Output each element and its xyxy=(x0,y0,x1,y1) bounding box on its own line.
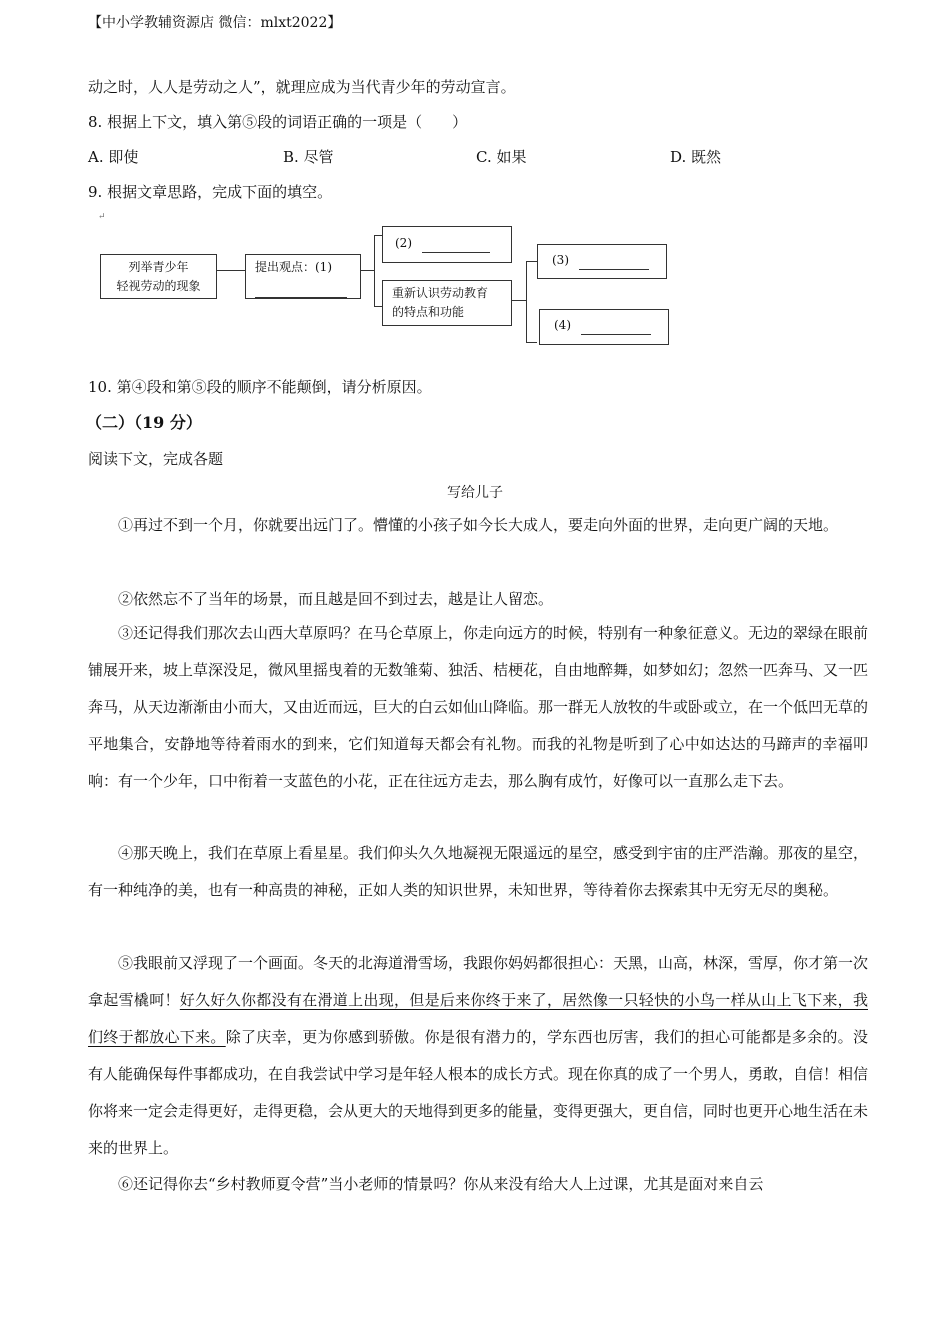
bracket-vertical xyxy=(374,235,375,307)
diagram-box-education xyxy=(382,280,512,326)
article-title: 写给儿子 xyxy=(447,485,503,501)
diagram-box-2-label: (2) xyxy=(395,236,412,250)
diagram-box-phenomenon xyxy=(100,254,217,299)
bracket-vertical-2 xyxy=(526,261,527,343)
paragraph-5 xyxy=(88,945,868,1167)
question-10-stem: 10. 第④段和第⑤段的顺序不能颠倒，请分析原因。 xyxy=(88,378,432,396)
question-8-stem: 8. 根据上下文，填入第⑤段的词语正确的一项是（ ） xyxy=(88,113,468,131)
reading-instruction: 阅读下文，完成各题 xyxy=(88,450,224,468)
connector xyxy=(217,270,245,271)
paragraph-5-part-b: 除了庆幸，更为你感到骄傲。你是很有潜力的，学东西也厉害，我们的担心可能都是多余的。没有人能确保每件事都成功，在自我尝试中学习是年轻人根本的成长方式。现在你真的成了一个男人，勇敢，自信！相信你将来一定会走得更好，走得更稳，会从更大的天地得到更多的能量，变得更强大，更自信，同时也更开心地生活在未来的世界上。 xyxy=(88,1028,869,1157)
page-header: 【中小学教辅资源店 微信：mlxt2022】 xyxy=(88,15,342,31)
diagram-box-4-label: (4) xyxy=(554,318,571,332)
diagram-box-viewpoint-label: 提出观点：(1) xyxy=(255,260,332,274)
diagram-box-phenomenon-line1: 列举青少年 xyxy=(128,260,189,274)
question-8-option-b: B. 尽管 xyxy=(283,148,334,166)
paragraph-5-underlined-sentence: 好久好久你都没有在滑道上出现，但是后来你终于来了，居然像一只轻快的小鸟一样从山上飞下来，我们终于都放心下来。 xyxy=(88,991,868,1046)
diagram-box-3-label: (3) xyxy=(552,253,569,267)
section-heading: （二）（19 分） xyxy=(86,413,202,432)
paragraph-4: ④那天晚上，我们在草原上看星星。我们仰头久久地凝视无限遥远的星空，感受到宇宙的庄严浩瀚。那夜的星空，有一种纯净的美，也有一种高贵的神秘，正如人类的知识世界，未知世界，等待着你去探索其中无穷无尽的奥秘。 xyxy=(88,844,869,899)
diagram-box-phenomenon-line2: 轻视劳动的现象 xyxy=(116,279,201,293)
bracket-bottom xyxy=(374,306,382,307)
diagram-box-4 xyxy=(539,309,669,345)
paragraph-2: ②依然忘不了当年的场景，而且越是回不到过去，越是让人留恋。 xyxy=(118,590,554,608)
paragraph-3: ③还记得我们那次去山西大草原吗？在马仑草原上，你走向远方的时候，特别有一种象征意义。无边的翠绿在眼前铺展开来，坡上草深没足，微风里摇曳着的无数雏菊、独活、桔梗花，自由地醉舞，如梦如幻；忽然一匹奔马、又一匹奔马，从天边渐渐由小而大，又由近而远，巨大的白云如仙山降临。那一群无人放牧的牛或卧或立，在一个低凹无草的平地集合，安静地等待着雨水的到来，它们知道每天都会有礼物。而我的礼物是听到了心中如达达的马蹄声的幸福叩响：有一个少年，口中衔着一支蓝色的小花，正在往远方走去，那么胸有成竹，好像可以一直那么走下去。 xyxy=(88,624,869,790)
question-8-option-d: D. 既然 xyxy=(670,148,722,166)
question-9-stem: 9. 根据文章思路，完成下面的填空。 xyxy=(88,183,333,201)
question-8-option-a: A. 即使 xyxy=(88,148,139,166)
paragraph-5-part-a: ⑤我眼前又浮现了一个画面。冬天的北海道滑雪场，我跟你妈妈都很担心：天黑，山高，林深，雪厚，你才第一次拿起雪橇呵！ xyxy=(88,954,869,1009)
blank-3[interactable] xyxy=(579,257,649,270)
connector xyxy=(361,270,374,271)
return-mark: ↵ xyxy=(98,212,106,222)
paragraph-1: ①再过不到一个月，你就要出远门了。懵懂的小孩子如今长大成人，要走向外面的世界，走向更广阔的天地。 xyxy=(118,516,839,534)
blank-4[interactable] xyxy=(581,322,651,335)
paragraph-6: ⑥还记得你去“乡村教师夏令营”当小老师的情景吗？你从来没有给大人上过课，尤其是面对来自云 xyxy=(118,1175,764,1193)
bracket-top-2 xyxy=(526,261,537,262)
diagram-box-2 xyxy=(382,226,512,263)
diagram-box-3 xyxy=(537,244,667,279)
bracket-bottom-2 xyxy=(526,342,537,343)
bracket-top xyxy=(374,235,382,236)
connector xyxy=(512,300,526,301)
diagram-box-viewpoint xyxy=(245,254,361,299)
continued-line: 动之时，人人是劳动之人”，就理应成为当代青少年的劳动宣言。 xyxy=(88,78,516,96)
blank-2[interactable] xyxy=(422,240,490,253)
blank-1[interactable] xyxy=(255,286,347,298)
diagram-box-education-line1: 重新认识劳动教育 xyxy=(392,286,489,300)
diagram-box-education-line2: 的特点和功能 xyxy=(392,305,465,319)
question-8-option-c: C. 如果 xyxy=(476,148,527,166)
